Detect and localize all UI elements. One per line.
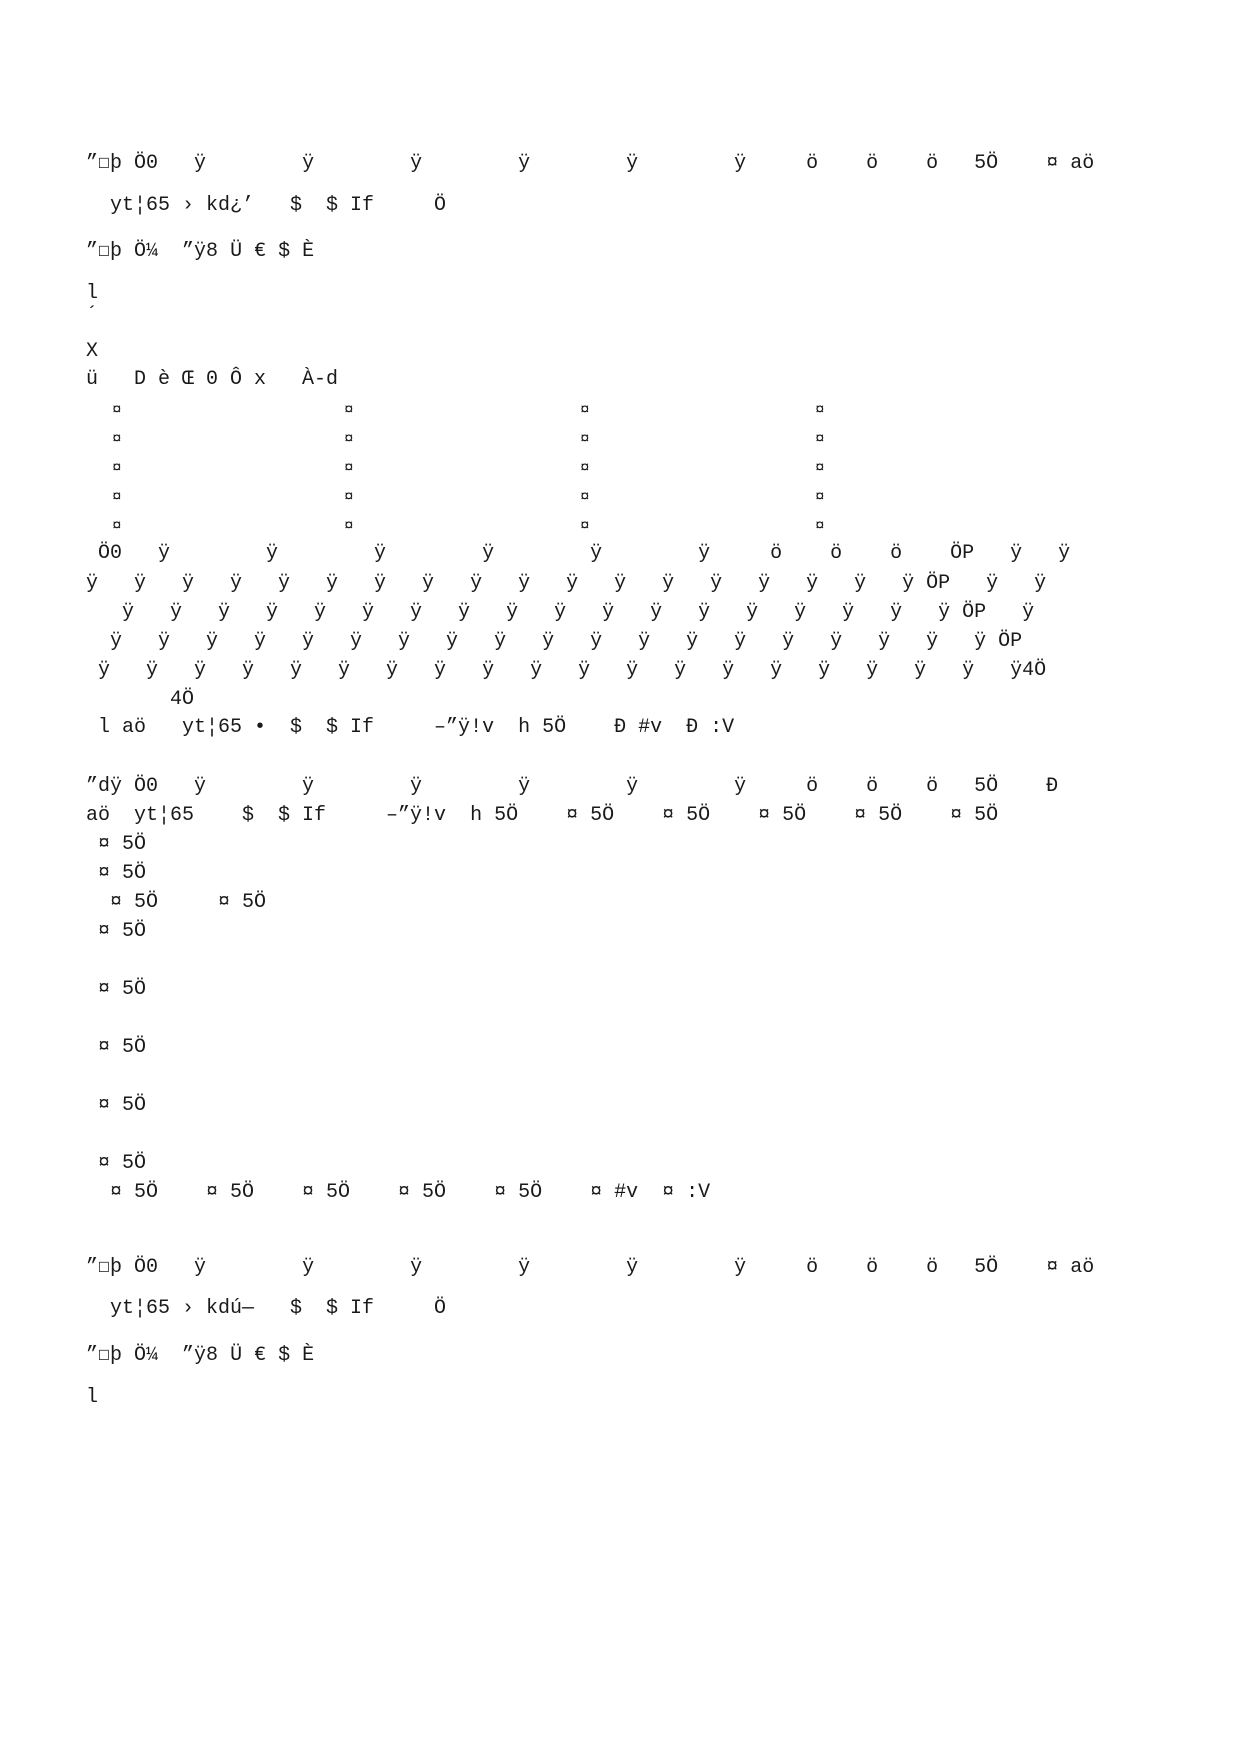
text-line: ü D è Œ 0 Ô x À-d (86, 368, 339, 391)
grid-marker: ¤ (815, 517, 825, 535)
text-line: ´ (86, 304, 99, 327)
text-line: ÿ ÿ ÿ ÿ ÿ ÿ ÿ ÿ ÿ ÿ ÿ ÿ ÿ ÿ ÿ ÿ ÿ ÿ ÖP ÿ (86, 601, 1035, 624)
grid-marker: ¤ (344, 459, 354, 477)
text-line: ¤ 5Ö (86, 1152, 147, 1175)
grid-marker: ¤ (344, 401, 354, 419)
text-line: l (86, 282, 99, 305)
text-line: Ö0 ÿ ÿ ÿ ÿ ÿ ÿ ö ö ö ÖP ÿ ÿ (86, 542, 1071, 565)
grid-marker: ¤ (112, 401, 122, 419)
text-line: l (86, 1386, 99, 1409)
grid-marker: ¤ (344, 488, 354, 506)
text-line: yt¦65 › kdú— $ $ If Ö (86, 1297, 447, 1320)
text-line: ¤ 5Ö (86, 920, 147, 943)
text-line: ¤ 5Ö (86, 1094, 147, 1117)
text-line: ÿ ÿ ÿ ÿ ÿ ÿ ÿ ÿ ÿ ÿ ÿ ÿ ÿ ÿ ÿ ÿ ÿ ÿ ÿ ÖP (86, 630, 1023, 653)
grid-marker: ¤ (344, 517, 354, 535)
text-line: ¤ 5Ö ¤ 5Ö ¤ 5Ö ¤ 5Ö ¤ 5Ö ¤ #v ¤ :V (86, 1181, 711, 1204)
grid-marker: ¤ (580, 488, 590, 506)
text-line: ÿ ÿ ÿ ÿ ÿ ÿ ÿ ÿ ÿ ÿ ÿ ÿ ÿ ÿ ÿ ÿ ÿ ÿ ÖP ÿ ÿ (86, 572, 1047, 595)
grid-marker: ¤ (580, 401, 590, 419)
grid-marker: ¤ (815, 430, 825, 448)
text-line: ”dÿ Ö0 ÿ ÿ ÿ ÿ ÿ ÿ ö ö ö 5Ö Ð (86, 775, 1059, 798)
grid-marker: ¤ (112, 459, 122, 477)
text-line: ÿ ÿ ÿ ÿ ÿ ÿ ÿ ÿ ÿ ÿ ÿ ÿ ÿ ÿ ÿ ÿ ÿ ÿ ÿ ÿ4Ö (86, 659, 1047, 682)
grid-marker: ¤ (112, 430, 122, 448)
text-line: ¤ 5Ö (86, 978, 147, 1001)
text-line: ”☐þ Ö0 ÿ ÿ ÿ ÿ ÿ ÿ ö ö ö 5Ö ¤ aö (86, 1256, 1095, 1279)
grid-marker: ¤ (815, 488, 825, 506)
grid-marker: ¤ (580, 517, 590, 535)
text-line: yt¦65 › kd¿’ $ $ If Ö (86, 194, 447, 217)
text-line: ”☐þ Ö¼ ”ÿ8 Ü € $ È (86, 1344, 315, 1367)
text-line: aö yt¦65 $ $ If –”ÿ!v h 5Ö ¤ 5Ö ¤ 5Ö ¤ 5Ö ¤ 5Ö ¤ 5Ö (86, 804, 999, 827)
grid-marker: ¤ (815, 459, 825, 477)
text-line: ¤ 5Ö (86, 833, 147, 856)
grid-marker: ¤ (112, 488, 122, 506)
grid-marker: ¤ (580, 459, 590, 477)
text-line: X (86, 340, 99, 363)
text-line: ”☐þ Ö0 ÿ ÿ ÿ ÿ ÿ ÿ ö ö ö 5Ö ¤ aö (86, 152, 1095, 175)
text-line: ”☐þ Ö¼ ”ÿ8 Ü € $ È (86, 240, 315, 263)
grid-marker: ¤ (344, 430, 354, 448)
text-line: ¤ 5Ö ¤ 5Ö (86, 891, 267, 914)
text-line: ¤ 5Ö (86, 862, 147, 885)
grid-marker: ¤ (580, 430, 590, 448)
text-line: 4Ö (86, 688, 195, 711)
grid-marker: ¤ (815, 401, 825, 419)
text-line: ¤ 5Ö (86, 1036, 147, 1059)
grid-marker: ¤ (112, 517, 122, 535)
text-line: l aö yt¦65 • $ $ If –”ÿ!v h 5Ö Ð #v Ð :V (86, 716, 735, 739)
